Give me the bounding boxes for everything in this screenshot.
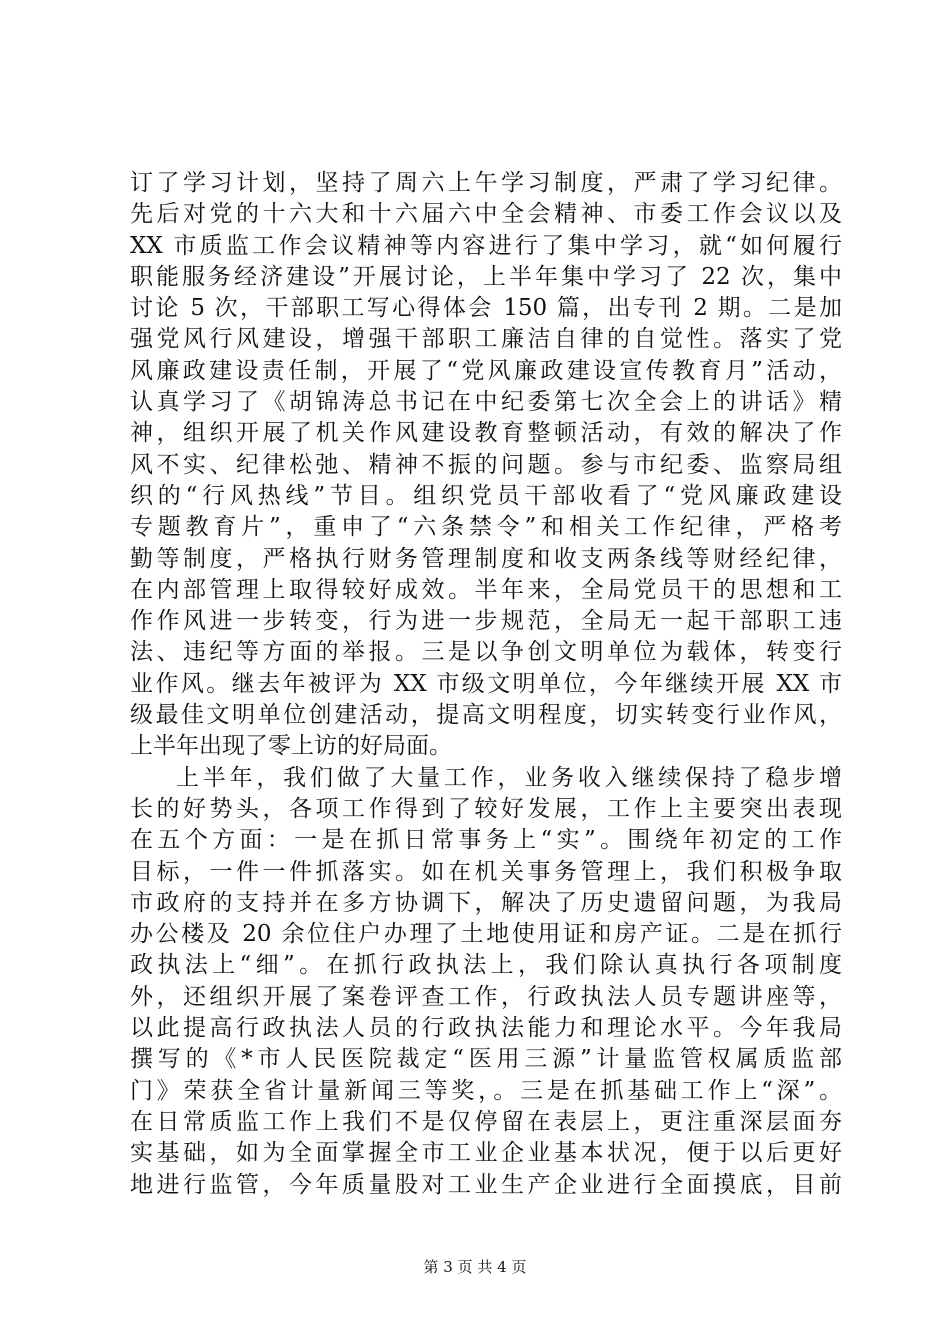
text-line: 在日常质监工作上我们不是仅停留在表层上，更注重深层面夯 bbox=[130, 1108, 842, 1135]
paragraph-half-year-summary bbox=[130, 763, 842, 1201]
text-line: 上半年出现了零上访的好局面。 bbox=[130, 733, 452, 760]
text-line: 实基础，如为全面掌握全市工业企业基本状况，便于以后更好 bbox=[130, 1140, 842, 1167]
text-line: 外，还组织开展了案卷评查工作，行政执法人员专题讲座等， bbox=[130, 983, 842, 1010]
text-line: 撰写的《*市人民医院裁定“医用三源”计量监管权属质监部 bbox=[130, 1046, 842, 1073]
text-line: XX 市质监工作会议精神等内容进行了集中学习，就“如何履行 bbox=[130, 232, 842, 259]
text-line: 职能服务经济建设”开展讨论，上半年集中学习了 22 次，集中 bbox=[130, 263, 842, 290]
text-line: 上半年，我们做了大量工作，业务收入继续保持了稳步增 bbox=[176, 764, 842, 791]
text-line: 政执法上“细”。在抓行政执法上，我们除认真执行各项制度 bbox=[130, 952, 842, 979]
text-line: 订了学习计划，坚持了周六上午学习制度，严肃了学习纪律。 bbox=[130, 170, 842, 196]
text-line: 认真学习了《胡锦涛总书记在中纪委第七次全会上的讲话》精 bbox=[130, 389, 842, 416]
paragraph-continued bbox=[130, 168, 842, 763]
text-line: 地进行监管，今年质量股对工业生产企业进行全面摸底，目前 bbox=[130, 1171, 842, 1198]
text-line: 先后对党的十六大和十六届六中全会精神、市委工作会议以及 bbox=[130, 201, 842, 228]
text-line: 专题教育片”，重申了“六条禁令”和相关工作纪律，严格考 bbox=[130, 514, 842, 541]
text-line: 在五个方面：一是在抓日常事务上“实”。围绕年初定的工作 bbox=[130, 827, 842, 854]
text-line: 门》荣获全省计量新闻三等奖，。三是在抓基础工作上“深”。 bbox=[130, 1077, 842, 1104]
page-number-footer: 第 3 页 共 4 页 bbox=[423, 1258, 527, 1276]
text-line: 目标，一件一件抓落实。如在机关事务管理上，我们积极争取 bbox=[130, 858, 842, 885]
document-body bbox=[130, 168, 842, 1201]
text-line: 市政府的支持并在多方协调下，解决了历史遗留问题，为我局 bbox=[130, 889, 842, 916]
text-line: 织的“行风热线”节目。组织党员干部收看了“党风廉政建设 bbox=[130, 482, 842, 509]
text-line: 神，组织开展了机关作风建设教育整顿活动，有效的解决了作 bbox=[130, 420, 842, 447]
text-line: 讨论 5 次，干部职工写心得体会 150 篇，出专刊 2 期。二是加 bbox=[130, 295, 842, 322]
text-line: 法、违纪等方面的举报。三是以争创文明单位为载体，转变行 bbox=[130, 639, 842, 666]
text-line: 作作风进一步转变，行为进一步规范，全局无一起干部职工违 bbox=[130, 608, 842, 635]
text-line: 以此提高行政执法人员的行政执法能力和理论水平。今年我局 bbox=[130, 1015, 842, 1042]
text-line: 强党风行风建设，增强干部职工廉洁自律的自觉性。落实了党 bbox=[130, 326, 842, 353]
text-line: 在内部管理上取得较好成效。半年来，全局党员干的思想和工 bbox=[130, 576, 842, 603]
text-line: 风不实、纪律松弛、精神不振的问题。参与市纪委、监察局组 bbox=[130, 451, 842, 478]
text-line: 风廉政建设责任制，开展了“党风廉政建设宣传教育月”活动， bbox=[130, 357, 842, 384]
text-line: 长的好势头，各项工作得到了较好发展，工作上主要突出表现 bbox=[130, 795, 842, 822]
text-line: 办公楼及 20 余位住户办理了土地使用证和房产证。二是在抓行 bbox=[130, 921, 842, 948]
text-line: 勤等制度，严格执行财务管理制度和收支两条线等财经纪律， bbox=[130, 545, 842, 572]
text-line: 业作风。继去年被评为 XX 市级文明单位，今年继续开展 XX 市 bbox=[130, 670, 842, 697]
text-line: 级最佳文明单位创建活动，提高文明程度，切实转变行业作风， bbox=[130, 702, 842, 729]
